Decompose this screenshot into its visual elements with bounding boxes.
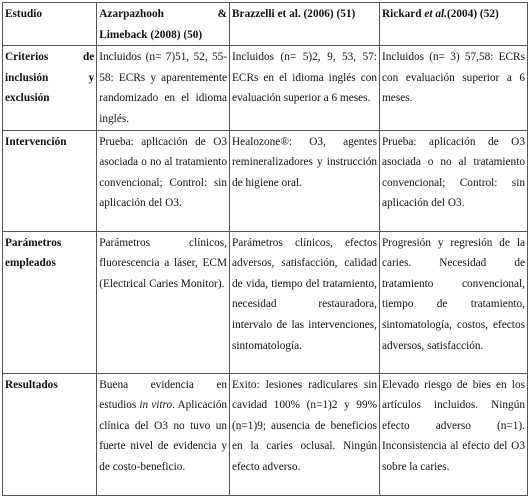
cell-intervencion-brazzelli: Healozone®: O3, agentes remineralizadores y instrucción de higiene oral.	[230, 130, 380, 231]
cell-parametros-azarpazhooh: Parámetros clínicos, fluorescencia a láser, ECM (Electrical Caries Monitor).	[97, 231, 230, 373]
cell-resultados-rickard: Elevado riesgo de bies en los artículos incluidos. Ningún efecto adverso (n=1). Inconsistencia al efecto del O3 sobre la caries.	[380, 373, 528, 495]
cell-criterios-brazzelli: Incluidos (n= 5)2, 9, 53, 57: ECRs en el idioma inglés con evaluación superior a 6 meses.	[230, 46, 380, 130]
table-row	[3, 373, 528, 495]
header-brazzelli: Brazzelli et al. (2006) (51)	[230, 3, 380, 46]
cell-intervencion-rickard: Prueba: aplicación de O3 asociada o no al tratamiento convencional; Control: sin aplicación del O3.	[380, 130, 528, 231]
header-rickard: Rickard et al.(2004) (52)	[380, 3, 528, 46]
header-azarpazhooh-line1: Azarpazhooh &	[99, 8, 228, 20]
cell-resultados-azarpazhooh: Buena evidencia en estudios in vitro. Aplicación clínica del O3 no tuvo un fuerte nivel de evidencia y de costo-beneficio.	[97, 373, 230, 495]
table-row	[3, 231, 528, 373]
comparison-table	[2, 2, 528, 496]
row-label-intervencion: Intervención	[3, 130, 97, 231]
table-row	[3, 130, 528, 231]
table-row	[3, 46, 528, 130]
table-header-row	[3, 3, 528, 46]
header-azarpazhooh-line2: Limeback (2008) (50)	[99, 28, 203, 41]
row-label-criterios: Criterios de inclusión y exclusión	[3, 46, 97, 130]
row-label-text: exclusión	[5, 92, 50, 105]
cell-parametros-rickard: Progresión y regresión de la caries. Necesidad de tratamiento convencional, tiempo de tratamiento, sintomatología, costos, efectos adversos, satisfacción.	[380, 231, 528, 373]
row-label-parametros: Parámetros empleados	[3, 231, 97, 373]
cell-resultados-brazzelli: Exito: lesiones radiculares sin cavidad 100% (n=1)2 y 99% (n=1)9; ausencia de beneficios en la caries oclusal. Ningún efecto adverso.	[230, 373, 380, 495]
cell-parametros-brazzelli: Parámetros clínicos, efectos adversos, satisfacción, calidad de vida, tiempo del tratamiento, necesidad restauradora, intervalo de las intervenciones, sintomatología.	[230, 231, 380, 373]
cell-criterios-azarpazhooh: Incluidos (n= 7)51, 52, 55-58: ECRs y aparentemente randomizado en el idioma inglés.	[97, 46, 230, 130]
row-label-resultados: Resultados	[3, 373, 97, 495]
header-azarpazhooh	[97, 3, 230, 46]
cell-criterios-rickard: Incluidos (n= 3) 57,58: ECRs con evaluación superior a 6 meses.	[380, 46, 528, 130]
header-estudio: Estudio	[3, 3, 97, 46]
cell-intervencion-azarpazhooh: Prueba: aplicación de O3 asociada o no al tratamiento convencional; Control: sin aplicación del O3.	[97, 130, 230, 231]
